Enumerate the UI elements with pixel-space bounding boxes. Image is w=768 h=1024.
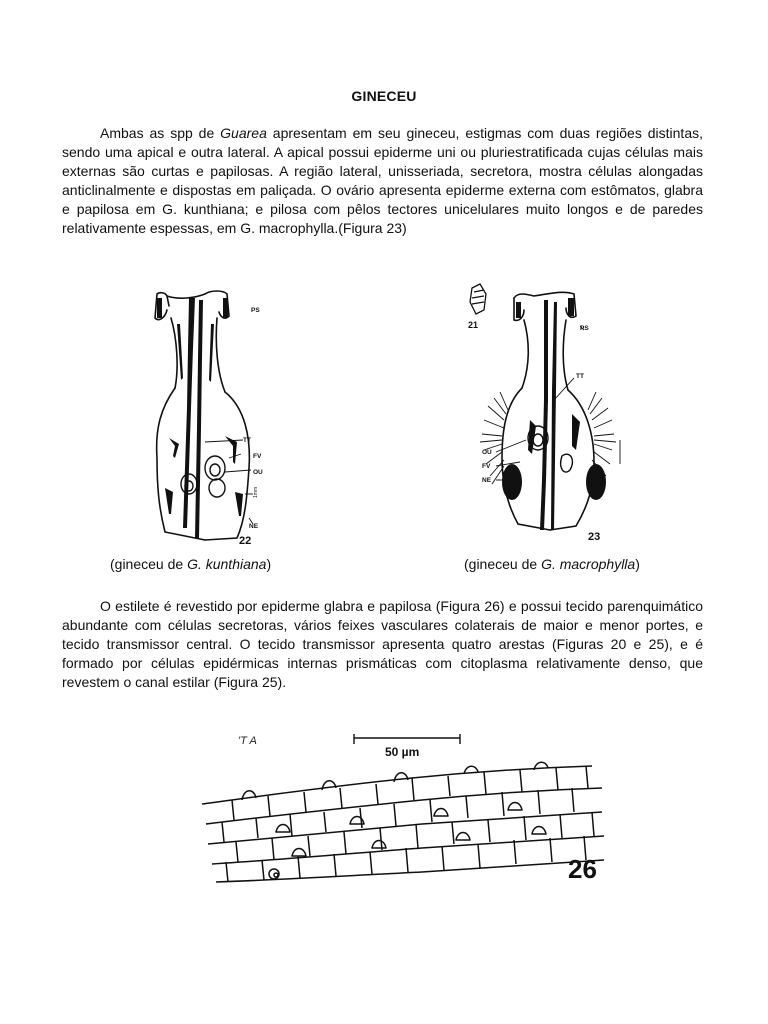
figure-number-21: 21: [468, 320, 479, 330]
label-ou: OU: [253, 469, 263, 476]
caption-macrophylla: [464, 555, 640, 573]
label-tt: TT: [243, 437, 251, 444]
figure-number-22: 22: [239, 535, 252, 547]
paragraph-gineceu: [62, 124, 703, 238]
caption-prefix: (gineceu de: [110, 556, 188, 572]
label-ou: OU: [482, 449, 492, 456]
label-ne: NE: [249, 523, 259, 530]
label-tt: TT: [576, 373, 584, 380]
page-title: GINECEU: [351, 88, 417, 104]
figure-number-26: 26: [568, 854, 597, 884]
caption-suffix: ): [266, 556, 272, 572]
caption-species: G. kunthiana: [187, 556, 267, 572]
figure-22-kunthiana: [145, 288, 295, 550]
caption-species: G. macrophylla: [541, 556, 636, 572]
label-ps: PS: [251, 307, 260, 314]
para1-after: apresentam em seu gineceu, estigmas com duas regiões distintas, sendo uma apical e outra lateral. A apical possui epiderme uni ou pluriestratificada cujas células mais externas são curtas e papilosas. A região lateral, unisseriada, secretora, mostra células alongadas anticlinalmente e dispostas em paliçada. O ovário apresenta epiderme externa com estômatos, glabra e papilosa em G. kunthiana; e pilosa com pêlos tectores unicelulares muito longos e de paredes relativamente espessas, em G. macrophylla.(Figura 23): [62, 125, 703, 236]
scale-label: 50 µm: [385, 745, 420, 759]
figure-number-23: 23: [588, 531, 601, 542]
caption-prefix: (gineceu de: [464, 556, 542, 572]
label-fv: FV: [253, 453, 262, 460]
paragraph-estilete: O estilete é revestido por epiderme glabra e papilosa (Figura 26) e possui tecido parenquimático abundante com células secretoras, vários feixes vasculares colaterais de maior e menor portes, e tecido transmissor central. O tecido transmissor apresenta quatro arestas (Figuras 20 e 25), e é formado por células epidérmicas internas prismáticas com citoplasma relativamente denso, que revestem o canal estilar (Figura 25).: [62, 598, 703, 690]
para1-genus: Guarea: [220, 125, 267, 141]
figure-26-epidermis: [172, 728, 632, 890]
caption-suffix: ): [635, 556, 640, 572]
figure-23-macrophylla: [462, 280, 637, 542]
label-ps: PS: [580, 325, 589, 332]
label-ne: NE: [482, 477, 492, 484]
corner-mark: 'T A: [238, 735, 257, 747]
scale-label: 1mm: [253, 486, 259, 498]
para1-before: Ambas as spp de: [100, 125, 221, 141]
label-fv: FV: [482, 463, 491, 470]
caption-kunthiana: [110, 555, 271, 573]
